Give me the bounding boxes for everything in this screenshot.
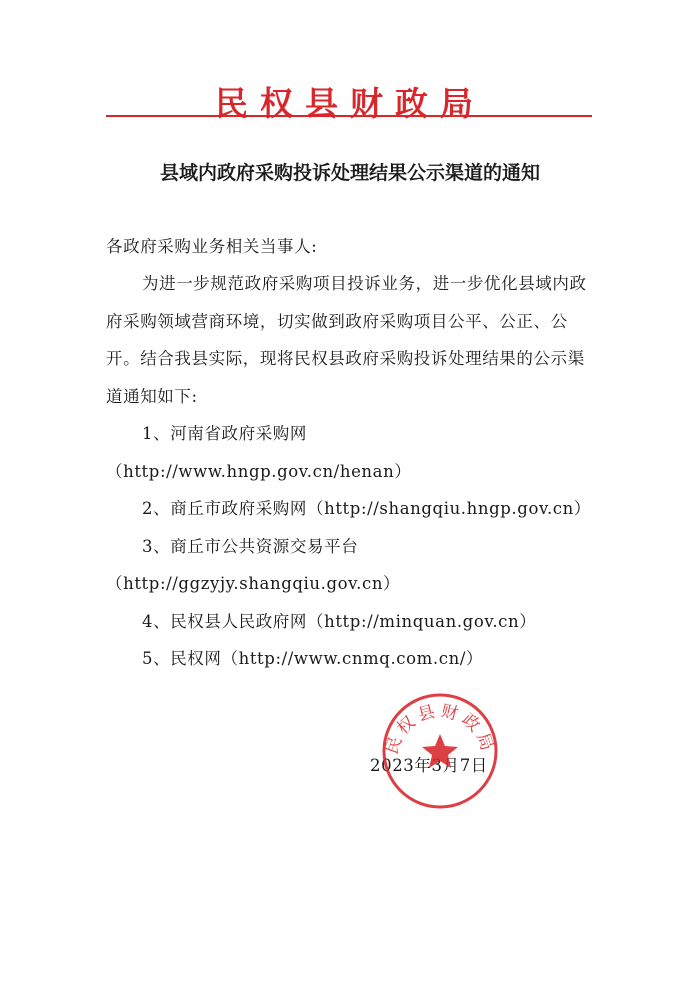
- channel-item: 4、民权县人民政府网（http://minquan.gov.cn）: [142, 611, 537, 631]
- official-seal: [379, 690, 501, 812]
- body-paragraph: 为进一步规范政府采购项目投诉业务，进一步优化县域内政府采购领域营商环境，切实做到政府采购项目公平、公正、公开。结合我县实际，现将民权县政府采购投诉处理结果的公示渠道通知如下:: [106, 274, 587, 406]
- document-title: 县域内政府采购投诉处理结果公示渠道的通知: [159, 162, 540, 184]
- channel-list: [106, 415, 600, 678]
- issuing-organization-header: 民权县财政局: [215, 84, 485, 123]
- channel-item: 5、民权网（http://www.cnmq.com.cn/）: [142, 649, 484, 668]
- issue-date: 2023年3月7日: [370, 756, 488, 775]
- salutation: 各政府采购业务相关当事人:: [106, 237, 318, 256]
- channel-item: 2、商丘市政府采购网（http://shangqiu.hngp.gov.cn）: [142, 499, 591, 518]
- channel-item: 3、商丘市公共资源交易平台（http://ggzyjy.shangqiu.gov.cn）: [106, 536, 401, 593]
- channel-item: 1、河南省政府采购网（http://www.hngp.gov.cn/henan）: [106, 424, 412, 481]
- seal-text-path: 民权县财政局: [381, 701, 499, 757]
- star-icon: [422, 734, 458, 768]
- header-divider: [106, 115, 592, 117]
